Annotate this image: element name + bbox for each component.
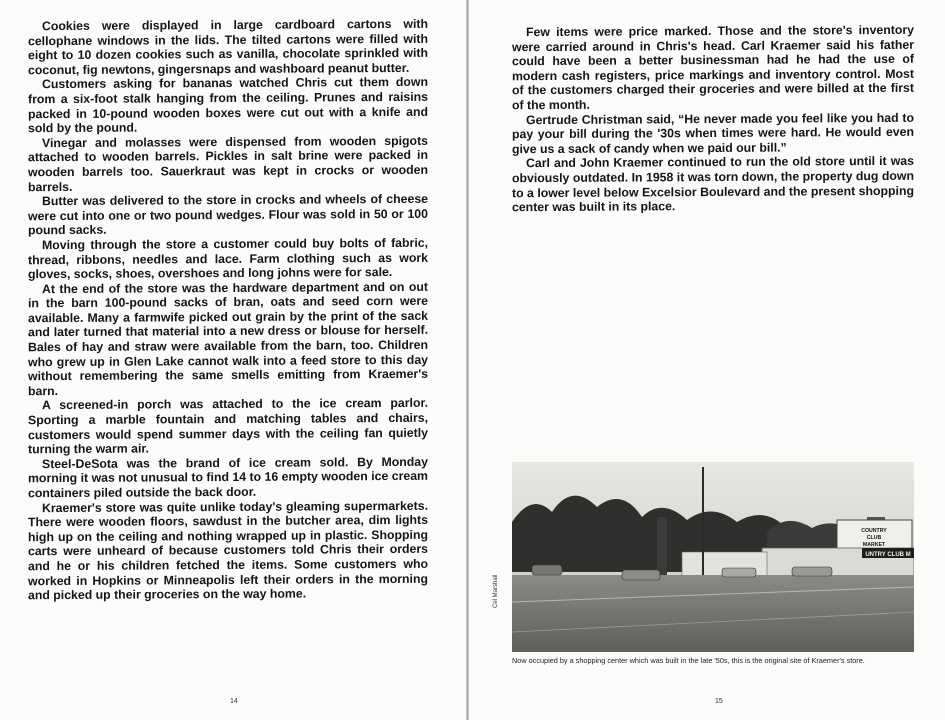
left-page-text (28, 17, 428, 603)
store-banner: UNTRY CLUB M (865, 552, 911, 558)
left-page (0, 0, 468, 720)
paragraph: Steel-DeSota was the brand of ice cream sold. By Monday morning it was not unusual to find 14 to 16 empty wooden ice cream containers piled outside the back door. (28, 454, 428, 501)
right-page (470, 0, 945, 720)
paragraph: Kraemer's store was quite unlike today's gleaming supermarkets. There were wooden floors, sawdust in the butcher area, dim lights high up on the ceiling and nothing wrapped up in plastic. Shopping carts were unheard of because customers told Chris their orders and he or his children fetched the items. Some customers who worked in Hopkins or Minneapolis left their orders in the morning and picked up their groceries on the way home. (28, 498, 428, 603)
book-gutter (466, 0, 469, 720)
paragraph: Few items were price marked. Those and the store's inventory were carried around in Chris's head. Carl Kraemer said his father could have been a better businessman had he had the use of modern cash registers, price markings and inventory control. Most of the customers charged their groceries and were billed at the first of the month. (512, 22, 914, 113)
photo-illustration (512, 462, 914, 652)
paragraph: Carl and John Kraemer continued to run the old store until it was obviously outdated. In 1958 it was torn down, the property dug down to a lower level below Excelsior Boulevard and the present shopping center was built in its place. (512, 154, 914, 215)
sign-line-1: COUNTRY (861, 528, 887, 534)
paragraph: Customers asking for bananas watched Chris cut them down from a six-foot stalk hanging from the ceiling. Prunes and raisins packed in 10-pound wooden boxes were cut out with a knife and sold by the pound. (28, 75, 428, 136)
sign-line-2: CLUB (866, 535, 882, 541)
paragraph: Cookies were displayed in large cardboard cartons with cellophane windows in the lids. The tilted cartons were filled with eight to 10 dozen cookies such as vanilla, chocolate sprinkled with coconut, fig newtons, gingersnaps and washboard peanut butter. (28, 16, 428, 78)
page-number-left: 14 (230, 698, 238, 705)
photo-caption: Now occupied by a shopping center which was built in the late '50s, this is the original site of Kraemer's store. (512, 656, 865, 665)
photo-credit: Cel Marshall (493, 574, 499, 608)
paragraph: Butter was delivered to the store in crocks and wheels of cheese were cut into one or two pound wedges. Flour was sold in 50 or 100 pound sacks. (28, 191, 428, 238)
shopping-center-photo (512, 462, 914, 652)
paragraph: A screened-in porch was attached to the ice cream parlor. Sporting a marble fountain and matching tables and chairs, customers would spend summer days with the ceiling fan quietly turning the warm air. (28, 396, 428, 457)
paragraph: Gertrude Christman said, “He never made you feel like you had to pay your bill during the '30s when times were hard. He would even give us a sack of candy when we paid our bill.” (512, 110, 914, 156)
paragraph: At the end of the store was the hardware department and on out in the barn 100-pound sacks of bran, oats and seed corn were available. Many a farmwife picked out grain by the print of the sack and later turned that material into a new dress or blouse for herself. Bales of hay and straw were available from the barn, too. Children who grew up in Glen Lake cannot walk into a feed store to this day without remembering the same smells emitting from Kraemer's barn. (28, 279, 428, 399)
paragraph: Moving through the store a customer could buy bolts of fabric, thread, ribbons, needles and lace. Farm clothing such as work gloves, socks, shoes, overshoes and long johns were for sale. (28, 235, 428, 282)
paragraph: Vinegar and molasses were dispensed from wooden spigots attached to wooden barrels. Pickles in salt brine were packed in wooden barrels too. Sauerkraut was kept in crocks or wooden barrels. (28, 133, 428, 194)
right-page-text (512, 23, 914, 215)
page-number-right: 15 (715, 698, 723, 705)
sign-line-3: MARKET (862, 542, 886, 548)
